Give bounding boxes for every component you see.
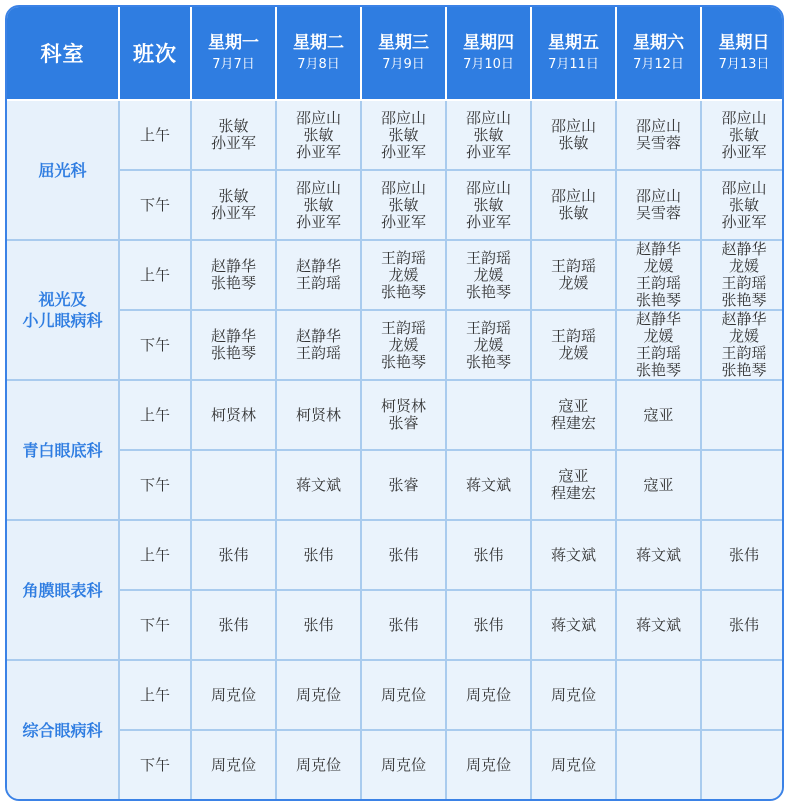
doctor-name: 张艳琴 xyxy=(635,361,681,379)
doctor-name: 龙媛 xyxy=(643,257,674,275)
doctor-name: 周克俭 xyxy=(295,756,341,774)
shift-label: 下午 xyxy=(119,590,191,660)
doctor-name: 周克俭 xyxy=(210,756,256,774)
department-name xyxy=(7,100,119,240)
department-name-line: 小儿眼病科 xyxy=(22,311,103,330)
doctor-name: 寇亚 xyxy=(643,405,674,424)
doctor-name: 周克俭 xyxy=(380,685,426,704)
schedule-cell xyxy=(446,730,531,800)
department-name xyxy=(7,660,119,800)
department-name-line: 角膜眼表科 xyxy=(22,580,103,600)
doctor-name: 赵静华 xyxy=(635,240,681,258)
doctor-name: 赵静华 xyxy=(721,240,767,258)
doctor-name: 赵静华 xyxy=(210,257,256,275)
table-row xyxy=(7,100,784,170)
doctor-name: 张敏 xyxy=(558,204,589,222)
schedule-cell xyxy=(191,240,276,310)
header-day xyxy=(191,7,276,100)
shift-label: 下午 xyxy=(119,170,191,240)
doctor-name: 王韵瑶 xyxy=(465,318,511,337)
doctor-name: 王韵瑶 xyxy=(550,257,596,275)
department-name xyxy=(7,240,119,380)
doctor-name: 程建宏 xyxy=(550,414,596,432)
doctor-name: 赵静华 xyxy=(635,310,681,328)
table-row xyxy=(7,310,784,380)
doctor-name: 邵应山 xyxy=(295,108,341,127)
doctor-name: 周克俭 xyxy=(465,685,511,704)
doctor-name: 邵应山 xyxy=(550,117,596,135)
schedule-cell xyxy=(446,170,531,240)
doctor-name: 孙亚军 xyxy=(210,134,256,152)
schedule-cell xyxy=(531,310,616,380)
day-name: 星期五 xyxy=(548,33,599,53)
doctor-name: 张敏 xyxy=(728,125,759,144)
doctor-name: 邵应山 xyxy=(550,187,596,205)
doctor-name: 张艳琴 xyxy=(635,291,681,309)
doctor-name: 龙媛 xyxy=(558,274,589,292)
day-name: 星期四 xyxy=(463,33,514,53)
table-row xyxy=(7,240,784,310)
doctor-name: 张伟 xyxy=(303,615,334,634)
day-name: 星期二 xyxy=(293,33,344,53)
table-row xyxy=(7,660,784,730)
schedule-cell xyxy=(191,170,276,240)
header-day xyxy=(531,7,616,100)
doctor-name: 张伟 xyxy=(728,545,759,564)
schedule-cell xyxy=(701,590,784,660)
doctor-name: 张伟 xyxy=(388,545,419,564)
doctor-name: 龙媛 xyxy=(388,335,419,354)
doctor-name: 张敏 xyxy=(218,187,249,205)
schedule-cell-empty xyxy=(701,380,784,450)
doctor-name: 王韵瑶 xyxy=(465,248,511,267)
header-shift xyxy=(119,7,191,100)
doctor-name: 张敏 xyxy=(303,125,334,144)
schedule-cell xyxy=(701,310,784,380)
doctor-name: 孙亚军 xyxy=(380,212,426,231)
doctor-name: 寇亚 xyxy=(558,397,589,415)
header-dept xyxy=(7,7,119,100)
schedule-cell xyxy=(531,730,616,800)
schedule-cell xyxy=(276,310,361,380)
day-date: 7月10日 xyxy=(463,57,514,72)
doctor-name: 孙亚军 xyxy=(295,212,341,231)
schedule-cell xyxy=(701,240,784,310)
schedule-cell xyxy=(276,730,361,800)
schedule-cell xyxy=(276,660,361,730)
header-day xyxy=(616,7,701,100)
header-day xyxy=(361,7,446,100)
doctor-name: 赵静华 xyxy=(295,327,341,345)
department-name-line: 青白眼底科 xyxy=(22,440,103,460)
doctor-name: 周克俭 xyxy=(550,685,596,704)
schedule-cell xyxy=(361,380,446,450)
schedule-cell-empty xyxy=(701,730,784,800)
header-row xyxy=(7,7,784,100)
doctor-name: 王韵瑶 xyxy=(295,274,341,292)
doctor-name: 张艳琴 xyxy=(210,274,256,292)
shift-label: 下午 xyxy=(119,730,191,800)
day-date: 7月7日 xyxy=(212,57,255,72)
doctor-name: 龙媛 xyxy=(558,344,589,362)
schedule-cell xyxy=(446,100,531,170)
schedule-cell xyxy=(191,100,276,170)
doctor-name: 蒋文斌 xyxy=(635,545,681,564)
doctor-name: 邵应山 xyxy=(465,108,511,127)
schedule-cell xyxy=(276,590,361,660)
schedule-cell xyxy=(276,100,361,170)
doctor-name: 周克俭 xyxy=(210,685,256,704)
schedule-cell-empty xyxy=(701,450,784,520)
schedule-cell xyxy=(276,380,361,450)
doctor-name: 张敏 xyxy=(388,125,419,144)
schedule-cell xyxy=(361,520,446,590)
schedule-cell xyxy=(446,240,531,310)
doctor-name: 蒋文斌 xyxy=(295,475,341,494)
doctor-name: 周克俭 xyxy=(295,685,341,704)
doctor-name: 邵应山 xyxy=(380,178,426,197)
schedule-cell xyxy=(446,450,531,520)
doctor-name: 孙亚军 xyxy=(210,204,256,222)
doctor-name: 邵应山 xyxy=(635,117,681,135)
schedule-cell xyxy=(531,590,616,660)
doctor-name: 吴雪蓉 xyxy=(635,134,681,152)
schedule-cell xyxy=(531,520,616,590)
schedule-cell xyxy=(361,660,446,730)
schedule-cell xyxy=(616,520,701,590)
schedule-cell xyxy=(361,590,446,660)
table-row xyxy=(7,590,784,660)
day-name: 星期三 xyxy=(378,33,429,53)
doctor-name: 张伟 xyxy=(218,545,249,564)
doctor-name: 张敏 xyxy=(558,134,589,152)
schedule-cell xyxy=(191,520,276,590)
doctor-name: 王韵瑶 xyxy=(721,274,767,292)
department-name xyxy=(7,520,119,660)
schedule-cell xyxy=(701,170,784,240)
doctor-name: 张艳琴 xyxy=(380,352,426,371)
schedule-cell xyxy=(361,170,446,240)
doctor-name: 寇亚 xyxy=(643,475,674,494)
doctor-name: 张敏 xyxy=(473,125,504,144)
day-name: 星期一 xyxy=(208,33,259,53)
doctor-name: 蒋文斌 xyxy=(635,615,681,634)
header-day xyxy=(276,7,361,100)
schedule-cell xyxy=(616,380,701,450)
table-row xyxy=(7,520,784,590)
doctor-name: 赵静华 xyxy=(210,327,256,345)
schedule-cell xyxy=(191,730,276,800)
doctor-name: 张敏 xyxy=(218,117,249,135)
schedule-cell xyxy=(531,240,616,310)
doctor-name: 王韵瑶 xyxy=(550,327,596,345)
schedule-cell xyxy=(276,170,361,240)
doctor-name: 蒋文斌 xyxy=(550,545,596,564)
day-date: 7月13日 xyxy=(718,57,770,72)
doctor-name: 邵应山 xyxy=(380,108,426,127)
table-row xyxy=(7,170,784,240)
doctor-name: 张伟 xyxy=(728,615,759,634)
schedule-cell xyxy=(531,660,616,730)
day-name: 星期日 xyxy=(718,33,770,53)
schedule-cell xyxy=(531,100,616,170)
department-name-line: 视光及 xyxy=(38,290,87,309)
schedule-cell xyxy=(191,380,276,450)
doctor-name: 张伟 xyxy=(303,545,334,564)
doctor-name: 孙亚军 xyxy=(465,142,511,161)
doctor-name: 张敏 xyxy=(303,195,334,214)
schedule-cell xyxy=(616,310,701,380)
doctor-name: 邵应山 xyxy=(465,178,511,197)
doctor-name: 张睿 xyxy=(388,414,419,432)
doctor-name: 张艳琴 xyxy=(380,282,426,301)
doctor-name: 张伟 xyxy=(388,615,419,634)
shift-label: 下午 xyxy=(119,310,191,380)
doctor-name: 张伟 xyxy=(218,615,249,634)
schedule-cell xyxy=(276,520,361,590)
doctor-name: 邵应山 xyxy=(635,187,681,205)
doctor-name: 蒋文斌 xyxy=(465,475,511,494)
doctor-name: 寇亚 xyxy=(558,467,589,485)
shift-label: 上午 xyxy=(119,240,191,310)
doctor-name: 张敏 xyxy=(728,195,759,214)
day-name: 星期六 xyxy=(633,33,684,53)
table-row xyxy=(7,730,784,800)
schedule-cell xyxy=(361,100,446,170)
doctor-name: 孙亚军 xyxy=(721,212,767,231)
schedule-cell xyxy=(361,450,446,520)
header-day xyxy=(446,7,531,100)
doctor-name: 龙媛 xyxy=(643,327,674,345)
doctor-name: 张艳琴 xyxy=(721,291,767,309)
doctor-name: 王韵瑶 xyxy=(380,248,426,267)
table-row xyxy=(7,380,784,450)
doctor-name: 龙媛 xyxy=(728,327,759,345)
doctor-schedule-table xyxy=(7,7,784,801)
schedule-cell xyxy=(276,450,361,520)
doctor-name: 柯贤林 xyxy=(210,405,256,424)
header-day xyxy=(701,7,784,100)
schedule-cell-empty xyxy=(701,660,784,730)
doctor-name: 龙媛 xyxy=(728,257,759,275)
schedule-cell xyxy=(616,100,701,170)
doctor-name: 王韵瑶 xyxy=(635,274,681,292)
doctor-name: 赵静华 xyxy=(721,310,767,328)
doctor-name: 邵应山 xyxy=(295,178,341,197)
schedule-container xyxy=(5,5,784,801)
doctor-name: 张敏 xyxy=(388,195,419,214)
header-shift-label: 班次 xyxy=(133,42,177,66)
doctor-name: 张艳琴 xyxy=(465,352,511,371)
schedule-cell xyxy=(531,450,616,520)
schedule-cell-empty xyxy=(191,450,276,520)
doctor-name: 周克俭 xyxy=(550,756,596,774)
doctor-name: 邵应山 xyxy=(721,178,767,197)
department-name xyxy=(7,380,119,520)
doctor-name: 龙媛 xyxy=(473,265,504,284)
department-name-line: 屈光科 xyxy=(38,160,87,180)
doctor-name: 蒋文斌 xyxy=(550,615,596,634)
doctor-name: 王韵瑶 xyxy=(635,344,681,362)
schedule-cell-empty xyxy=(616,660,701,730)
doctor-name: 张伟 xyxy=(473,615,504,634)
schedule-cell-empty xyxy=(446,380,531,450)
doctor-name: 王韵瑶 xyxy=(295,344,341,362)
schedule-cell xyxy=(446,310,531,380)
schedule-cell xyxy=(701,100,784,170)
schedule-cell xyxy=(531,380,616,450)
doctor-name: 孙亚军 xyxy=(721,142,767,161)
doctor-name: 柯贤林 xyxy=(295,405,341,424)
schedule-body xyxy=(7,100,784,800)
schedule-cell xyxy=(276,240,361,310)
doctor-name: 赵静华 xyxy=(295,257,341,275)
schedule-cell xyxy=(616,170,701,240)
doctor-name: 王韵瑶 xyxy=(721,344,767,362)
schedule-cell xyxy=(191,310,276,380)
doctor-name: 龙媛 xyxy=(388,265,419,284)
doctor-name: 龙媛 xyxy=(473,335,504,354)
schedule-cell xyxy=(616,590,701,660)
schedule-cell xyxy=(446,590,531,660)
schedule-cell xyxy=(361,240,446,310)
doctor-name: 张艳琴 xyxy=(721,361,767,379)
shift-label: 上午 xyxy=(119,520,191,590)
doctor-name: 张敏 xyxy=(473,195,504,214)
table-row xyxy=(7,450,784,520)
doctor-name: 张睿 xyxy=(388,475,419,494)
header-dept-label: 科室 xyxy=(40,42,85,66)
day-date: 7月8日 xyxy=(297,57,340,72)
department-name-line: 综合眼病科 xyxy=(22,720,103,740)
schedule-cell xyxy=(361,310,446,380)
doctor-name: 吴雪蓉 xyxy=(635,204,681,222)
shift-label: 上午 xyxy=(119,380,191,450)
doctor-name: 孙亚军 xyxy=(295,142,341,161)
doctor-name: 孙亚军 xyxy=(465,212,511,231)
doctor-name: 周克俭 xyxy=(465,756,511,774)
shift-label: 上午 xyxy=(119,100,191,170)
schedule-cell xyxy=(361,730,446,800)
doctor-name: 张艳琴 xyxy=(465,282,511,301)
schedule-cell xyxy=(616,450,701,520)
doctor-name: 邵应山 xyxy=(721,108,767,127)
doctor-name: 孙亚军 xyxy=(380,142,426,161)
day-date: 7月9日 xyxy=(382,57,425,72)
schedule-cell xyxy=(191,660,276,730)
schedule-cell xyxy=(191,590,276,660)
shift-label: 上午 xyxy=(119,660,191,730)
doctor-name: 张伟 xyxy=(473,545,504,564)
doctor-name: 周克俭 xyxy=(380,756,426,774)
doctor-name: 王韵瑶 xyxy=(380,318,426,337)
schedule-cell-empty xyxy=(616,730,701,800)
schedule-cell xyxy=(446,660,531,730)
shift-label: 下午 xyxy=(119,450,191,520)
schedule-cell xyxy=(531,170,616,240)
schedule-cell xyxy=(701,520,784,590)
schedule-cell xyxy=(446,520,531,590)
day-date: 7月11日 xyxy=(548,57,599,72)
day-date: 7月12日 xyxy=(633,57,684,72)
doctor-name: 张艳琴 xyxy=(210,344,256,362)
schedule-cell xyxy=(616,240,701,310)
doctor-name: 程建宏 xyxy=(550,484,596,502)
doctor-name: 柯贤林 xyxy=(380,397,426,415)
